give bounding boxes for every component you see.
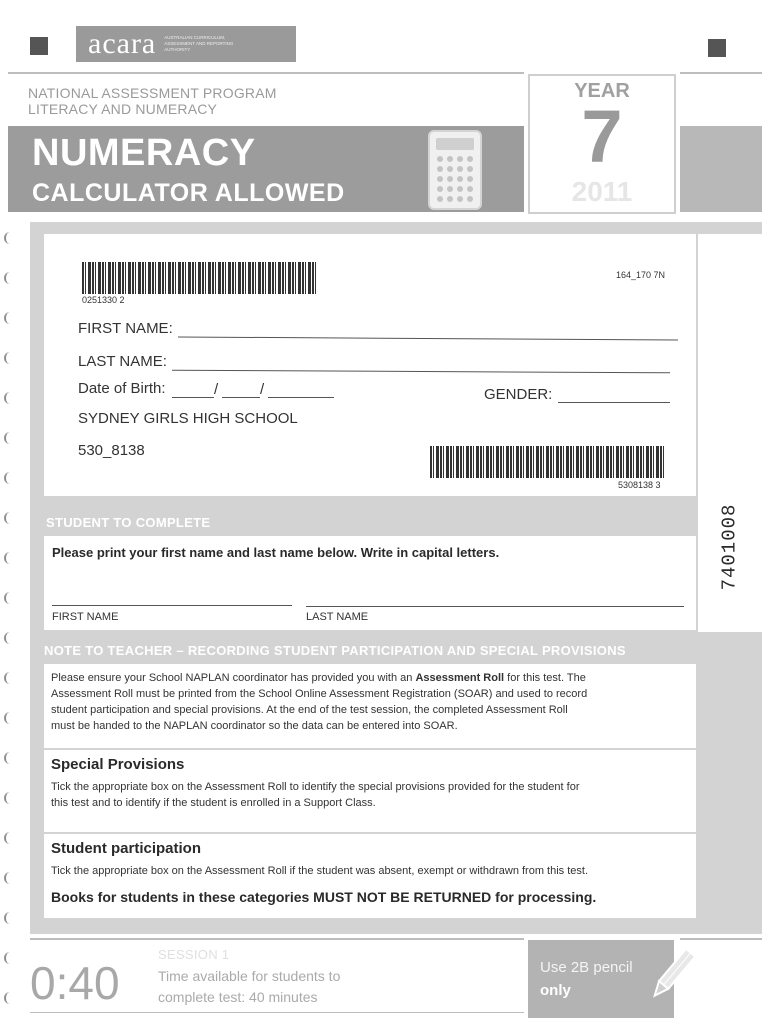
teacher-note-line-2: Assessment Roll must be printed from the School Online Assessment Registration (SOAR) and used to record — [51, 688, 588, 700]
school-code: 530_8138 — [78, 442, 145, 459]
pencil-icon — [644, 944, 700, 1006]
last-name-label: LAST NAME: — [78, 353, 167, 370]
banner-right-block — [680, 126, 762, 212]
top-rule-right — [680, 72, 762, 74]
logo-subtitle: AUSTRALIAN CURRICULUM, ASSESSMENT AND REPORTING AUTHORITY — [164, 35, 234, 52]
acara-logo — [76, 26, 296, 62]
footer-rule-right — [680, 938, 762, 940]
calculator-icon — [428, 130, 482, 210]
pencil-note-line-2: only — [540, 982, 571, 999]
program-line-2: LITERACY AND NUMERACY — [28, 101, 218, 117]
school-name: SYDNEY GIRLS HIGH SCHOOL — [78, 410, 298, 427]
gender-label: GENDER: — [484, 386, 553, 403]
dob-year-line[interactable] — [268, 397, 334, 398]
school-barcode — [430, 446, 664, 478]
first-name-label: FIRST NAME: — [78, 320, 173, 337]
page-title: NUMERACY — [32, 132, 256, 174]
binder-edge — [4, 232, 14, 1012]
teacher-note-line-3: student participation and special provisions. At the end of the test session, the completed Assessment Roll — [51, 704, 568, 716]
student-barcode — [82, 262, 318, 294]
test-duration: 0:40 — [30, 957, 120, 1009]
side-code-text: 7401008 — [718, 503, 741, 591]
teacher-note-line-1-pre: Please ensure your School NAPLAN coordinator has provided you with an — [51, 672, 416, 684]
special-provisions-heading: Special Provisions — [51, 756, 185, 773]
dob-slash-1: / — [214, 381, 219, 398]
books-note: Books for students in these categories MUST NOT BE RETURNED for processing. — [51, 889, 597, 905]
time-available-line-2: complete test: 40 minutes — [158, 989, 318, 1005]
dob-day-line[interactable] — [172, 397, 214, 398]
top-rule — [8, 72, 524, 74]
dob-month-line[interactable] — [222, 397, 260, 398]
pencil-note-line-1: Use 2B pencil — [540, 959, 633, 976]
registration-mark-left — [30, 37, 48, 55]
pencil-note — [540, 956, 633, 1002]
logo-wordmark: acara — [88, 27, 157, 60]
test-year: 2011 — [571, 176, 633, 207]
program-line-1: NATIONAL ASSESSMENT PROGRAM — [28, 85, 277, 101]
special-provisions-line-2: this test and to identify if the student is enrolled in a Support Class. — [51, 797, 376, 809]
footer-rule — [30, 938, 524, 940]
teacher-note-line-1 — [51, 670, 586, 686]
dob-label: Date of Birth: — [78, 380, 166, 397]
teacher-note-line-1-post: for this test. The — [504, 672, 586, 684]
participation-text: Tick the appropriate box on the Assessment Roll if the student was absent, exempt or withdrawn from this test. — [51, 865, 589, 877]
student-barcode-number: 0251330 2 — [82, 295, 125, 305]
registration-mark-right — [708, 39, 726, 57]
teacher-note-line-4: must be handed to the NAPLAN coordinator so the data can be entered into SOAR. — [51, 720, 458, 732]
print-last-name-line[interactable] — [306, 606, 684, 607]
form-code: 164_170 7N — [616, 270, 666, 280]
assessment-roll-emphasis: Assessment Roll — [415, 672, 505, 684]
gender-line[interactable] — [558, 402, 670, 403]
page-subtitle: CALCULATOR ALLOWED — [32, 179, 345, 207]
student-complete-heading: STUDENT TO COMPLETE — [46, 515, 211, 530]
teacher-note-heading: NOTE TO TEACHER – RECORDING STUDENT PARTICIPATION AND SPECIAL PROVISIONS — [44, 643, 626, 658]
footer-bottom-rule — [30, 1012, 524, 1013]
print-first-name-line[interactable] — [52, 605, 292, 606]
time-available-line-1: Time available for students to — [158, 968, 341, 984]
student-complete-instruction: Please print your first name and last name below. Write in capital letters. — [52, 545, 500, 560]
special-provisions-line-1: Tick the appropriate box on the Assessment Roll to identify the special provisions provided for the student for — [51, 781, 580, 793]
year-label: YEAR — [574, 80, 630, 102]
school-barcode-number: 5308138 3 — [618, 480, 661, 490]
time-available-text — [158, 966, 340, 1008]
side-code — [708, 496, 764, 596]
dob-slash-2: / — [260, 381, 265, 398]
participation-heading: Student participation — [51, 840, 201, 857]
session-label: SESSION 1 — [158, 947, 230, 962]
print-first-name-label: FIRST NAME — [52, 611, 119, 623]
year-number: 7 — [581, 95, 623, 178]
print-last-name-label: LAST NAME — [306, 611, 369, 623]
